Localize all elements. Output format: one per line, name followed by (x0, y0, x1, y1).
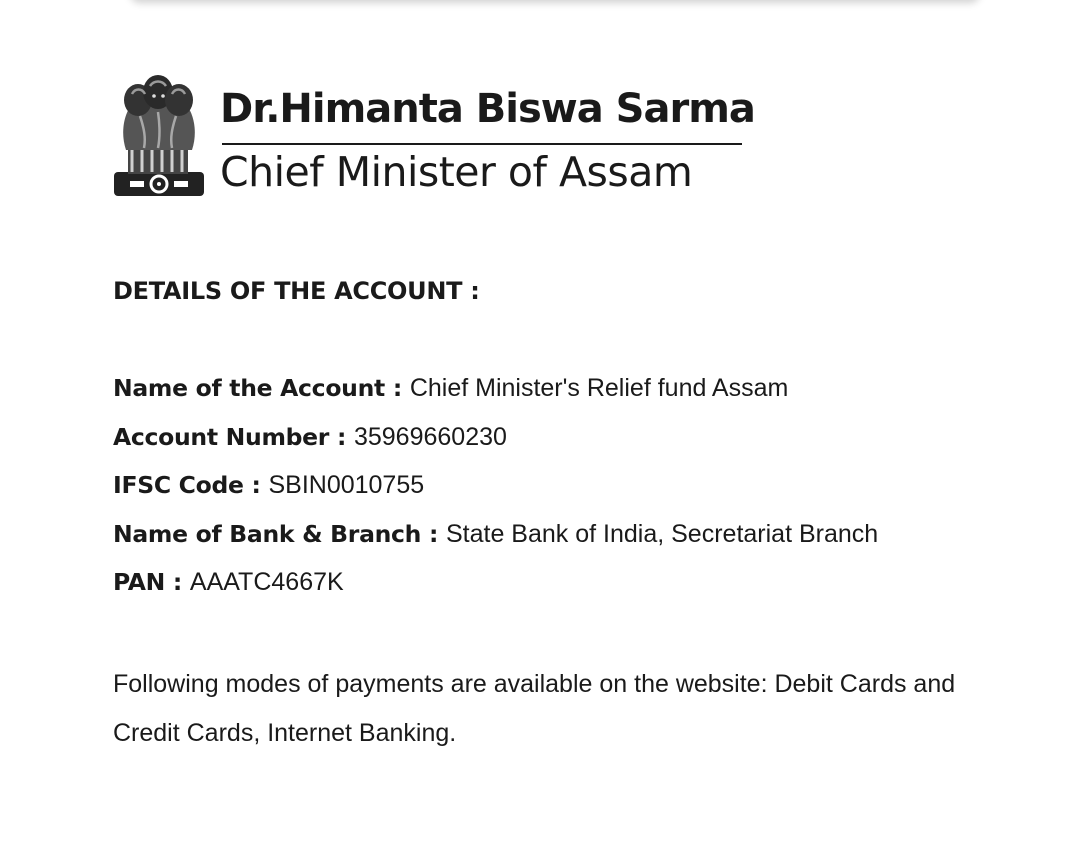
detail-row-account-number (113, 419, 1033, 468)
header-divider (222, 143, 742, 145)
letterhead (110, 70, 760, 205)
account-details (113, 370, 1033, 613)
officeholder-name: Dr.Himanta Biswa Sarma (220, 86, 755, 132)
detail-value: Chief Minister's Relief fund Assam (409, 374, 789, 402)
detail-label: IFSC Code : (113, 471, 269, 499)
detail-label: Name of the Account : (113, 374, 410, 402)
payment-modes-note: Following modes of payments are available on the website: Debit Cards and Credit Cards, Internet Banking. (113, 670, 956, 747)
officeholder-title: Chief Minister of Assam (220, 148, 693, 196)
detail-value: State Bank of India, Secretariat Branch (445, 519, 879, 548)
detail-row-pan (113, 564, 1033, 613)
detail-label: PAN : (113, 568, 190, 596)
detail-label: Name of Bank & Branch : (113, 519, 446, 548)
detail-row-account-name (113, 370, 1033, 419)
detail-row-bank-branch (113, 516, 1033, 565)
section-heading: DETAILS OF THE ACCOUNT : (113, 277, 480, 305)
detail-value: 35969660230 (353, 422, 507, 451)
detail-label: Account Number : (113, 422, 354, 451)
detail-value: SBIN0010755 (268, 471, 425, 499)
detail-value: AAATC4667K (189, 568, 344, 596)
national-emblem-icon (110, 72, 206, 200)
detail-row-ifsc-code (113, 467, 1033, 516)
